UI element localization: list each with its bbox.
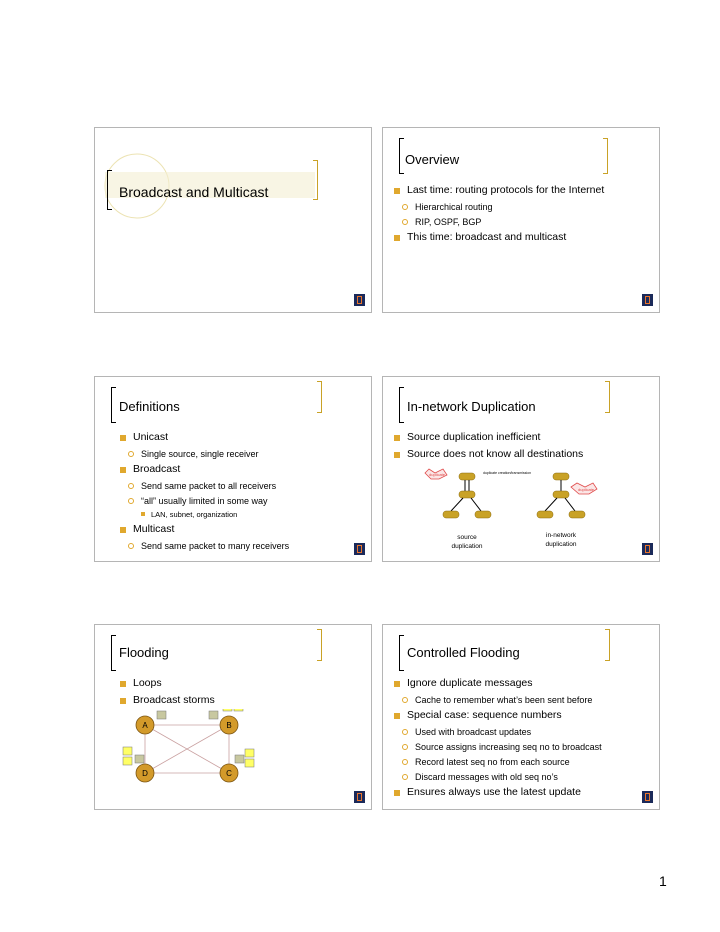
bullet-item: Used with broadcast updates — [401, 726, 633, 738]
bullet-item: Loops — [119, 677, 359, 690]
bullet-item: Source duplication inefficient — [393, 431, 633, 444]
illinois-logo-icon — [642, 791, 653, 803]
node-d-label: D — [142, 769, 148, 778]
in-network-duplication-diagram — [537, 473, 597, 518]
bullet-item: Multicast — [119, 523, 359, 536]
bullet-item: Single source, single receiver — [127, 448, 359, 460]
illinois-logo-icon — [354, 543, 365, 555]
slide-heading: Controlled Flooding — [407, 645, 520, 660]
bullet-list — [119, 677, 359, 711]
bullet-item: Broadcast — [119, 463, 359, 476]
bullet-item: Ensures always use the latest update — [393, 786, 633, 799]
caption-in-network-1: in-network — [546, 532, 576, 539]
bullet-list — [119, 431, 359, 555]
bullet-list — [393, 431, 633, 465]
illinois-logo-icon — [642, 543, 653, 555]
slide-title-text: Broadcast and Multicast — [119, 184, 269, 200]
bullet-item: Record latest seq no from each source — [401, 756, 633, 768]
slide-flooding — [94, 624, 372, 810]
bullet-item: Broadcast storms — [119, 694, 359, 707]
slide-heading: In-network Duplication — [407, 399, 536, 414]
slide-heading: Flooding — [119, 645, 169, 660]
slide-in-network-duplication — [382, 376, 660, 562]
slide-overview — [382, 127, 660, 313]
node-c-label: C — [226, 769, 232, 778]
slide-definitions — [94, 376, 372, 562]
slide-title — [94, 127, 372, 313]
bullet-item: Discard messages with old seq no’s — [401, 771, 633, 783]
illinois-logo-icon — [354, 791, 365, 803]
slide-heading: Overview — [405, 152, 460, 167]
page-number: 1 — [659, 873, 667, 889]
bullet-item: Unicast — [119, 431, 359, 444]
bullet-item: Source does not know all destinations — [393, 448, 633, 461]
caption-in-network-2: duplication — [545, 541, 577, 548]
dup-creation-label: duplicate creation/transmission — [483, 471, 532, 475]
flooding-network-diagram — [95, 709, 372, 809]
caption-source-2: duplication — [451, 543, 483, 550]
bullet-item: Ignore duplicate messages — [393, 677, 633, 690]
node-a-label: A — [142, 721, 148, 730]
bullet-list — [393, 677, 633, 803]
bullet-item: Send same packet to all receivers — [127, 480, 359, 492]
illinois-logo-icon — [354, 294, 365, 306]
decorative-circles — [95, 128, 372, 313]
slide-heading: Definitions — [119, 399, 180, 414]
bullet-item: RIP, OSPF, BGP — [401, 216, 613, 228]
bullet-item: Send same packet to many receivers — [127, 540, 359, 552]
duplicate-tag-right: duplicate — [578, 487, 595, 492]
bullet-item: Hierarchical routing — [401, 201, 613, 213]
illinois-logo-icon — [642, 294, 653, 306]
bullet-item: Special case: sequence numbers — [393, 709, 633, 722]
duplication-figure — [383, 467, 660, 562]
bullet-item: LAN, subnet, organization — [141, 510, 359, 520]
bullet-item: Source assigns increasing seq no to broadcast — [401, 741, 633, 753]
bullet-list — [393, 184, 613, 248]
bullet-item: “all” usually limited in some way — [127, 495, 359, 507]
bullet-item: Last time: routing protocols for the Internet — [393, 184, 613, 197]
bullet-item: Cache to remember what’s been sent before — [401, 694, 633, 706]
bullet-item: This time: broadcast and multicast — [393, 231, 613, 244]
duplicate-tag-left: duplicate — [429, 472, 446, 477]
caption-source-1: source — [457, 534, 477, 541]
node-b-label: B — [226, 721, 232, 730]
slide-controlled-flooding — [382, 624, 660, 810]
